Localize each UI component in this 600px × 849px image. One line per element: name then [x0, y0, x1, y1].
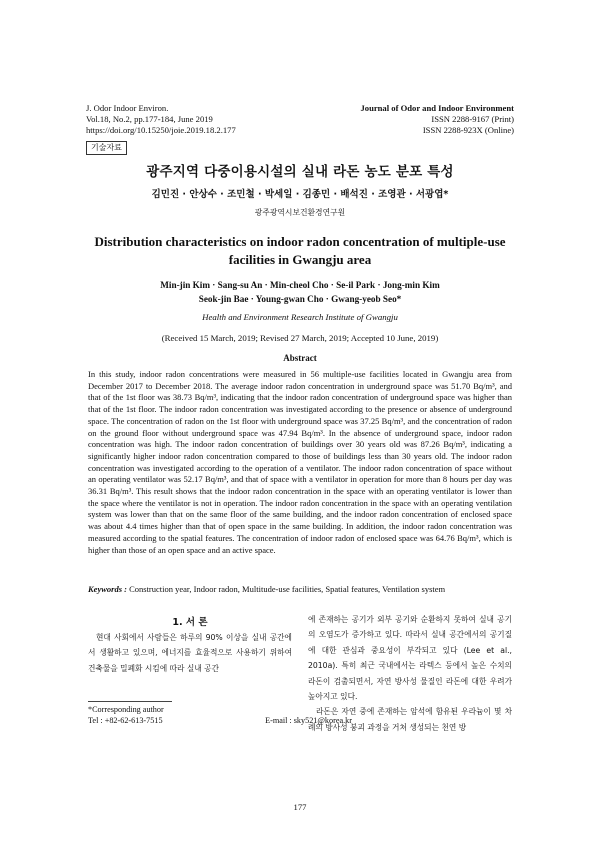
english-authors-line1: Min-jin Kim · Sang-su An · Min-cheol Cho · Se-il Park · Jong-min Kim [160, 280, 440, 290]
journal-full-name: Journal of Odor and Indoor Environment [360, 103, 514, 113]
abstract-body [88, 369, 512, 556]
keywords-text: Construction year, Indoor radon, Multitude-use facilities, Spatial features, Ventilation system [129, 584, 446, 594]
korean-title: 광주지역 다중이용시설의 실내 라돈 농도 분포 특성 [146, 164, 454, 180]
contact-email[interactable]: E-mail : sky521@korea.kr [265, 716, 352, 725]
header-right [360, 103, 514, 136]
abstract-heading: Abstract [283, 353, 317, 363]
issn-online: ISSN 2288-923X (Online) [422, 125, 514, 135]
abstract-text: In this study, indoor radon concentrations were measured in 56 multiple-use facilities located in Gwangju area from December 2017 to December 2018. The average indoor radon concentration in underground space was 51.70 Bq/m³, and that of the 1st floor was 38.73 Bq/m³, indicating that the indoor radon concentration of underground space was higher than that of the 1st floor. The indoor radon concentration was investigated according to the presence or absence of underground space. The concentration of radon on the 1st floor with underground space was 37.25 Bq/m³, and the concentration of radon on the ground floor without underground space was 47.94 Bq/m³. In the absence of underground space, indoor radon concentration was high. The indoor radon concentration of buildings over 30 years old was 87.26 Bq/m³, indicating a significantly higher indoor radon concentration compared to those of buildings less than 30 years old. The indoor radon concentration was investigated according to the operation of a ventilator. The indoor radon concentration of space without an operating ventilator was 52.17 Bq/m³, and that of space with a ventilator in operation for more than 8 hours per day was 36.31 Bq/m³. This result shows that the indoor radon concentration in the space with an operating ventilator is lower than the space where the ventilator is not in operation. The indoor radon concentration in the space with an operating ventilation system was lower than that on the same floor of the same building, and the indoor radon concentration of enclosed space was about 4.4 times higher than that of open space in the same building. In addition, the indoor radon concentration was measured according to the spatial features. The concentration of indoor radon of enclosed space was 64.76 Bq/m³, which is higher than those of an open space and an active space. [88, 369, 512, 555]
page-number: 177 [293, 802, 307, 812]
korean-authors: 김민진 · 안상수 · 조민철 · 박세일 · 김종민 · 배석진 · 조영관 · 서광엽* [151, 189, 449, 200]
section-heading: 1. 서 론 [172, 617, 208, 628]
english-title: Distribution characteristics on indoor radon concentration of multiple-use facilities in Gwangju area [94, 234, 506, 267]
korean-affiliation: 광주광역시보건환경연구원 [254, 208, 346, 217]
intro-paragraph-left: 현대 사회에서 사람들은 하루의 90% 이상을 실내 공간에서 생활하고 있으며, 에너지를 효율적으로 사용하기 위하여 건축물을 밀폐화 시킴에 따라 실내 공간 [88, 633, 292, 673]
english-authors [70, 278, 530, 306]
intro-paragraph-right-1: 에 존재하는 공기가 외부 공기와 순환하지 못하여 실내 공기의 오염도가 증가하고 있다. 따라서 실내 공간에서의 공기질에 대한 관심과 중요성이 부각되고 있다 (Lee et al., 2010a). 특히 최근 국내에서는 라텍스 등에서 높은 수치의 라돈이 검출되면서, 자연 방사성 물질인 라돈에 대한 우려가 높아지고 있다. [308, 615, 512, 702]
journal-short-name: J. Odor Indoor Environ. [86, 103, 169, 113]
issn-print: ISSN 2288-9167 (Print) [431, 114, 514, 124]
header-left [86, 103, 236, 136]
corresponding-author-label: *Corresponding author [88, 705, 164, 714]
contact-row [88, 715, 352, 726]
english-authors-line2: Seok-jin Bae · Young-gwan Cho · Gwang-yeob Seo* [198, 294, 402, 304]
contact-tel: Tel : +82-62-613-7515 [88, 716, 163, 725]
footnote-divider [88, 701, 172, 702]
left-column [88, 630, 292, 676]
volume-info: Vol.18, No.2, pp.177-184, June 2019 [86, 114, 213, 124]
doi-link[interactable]: https://doi.org/10.15250/joie.2019.18.2.177 [86, 125, 236, 135]
english-affiliation: Health and Environment Research Institute of Gwangju [202, 312, 398, 322]
footnote [88, 704, 352, 726]
keywords-label: Keywords : [88, 584, 127, 594]
received-dates: (Received 15 March, 2019; Revised 27 March, 2019; Accepted 10 June, 2019) [161, 333, 439, 343]
article-type-badge: 기술자료 [86, 141, 127, 155]
keywords [88, 584, 512, 595]
intro-paragraph-right-2: 라돈은 자연 중에 존재하는 암석에 함유된 우라늄이 몇 차례의 방사성 붕괴 과정을 거쳐 생성되는 천연 방 [308, 707, 512, 732]
